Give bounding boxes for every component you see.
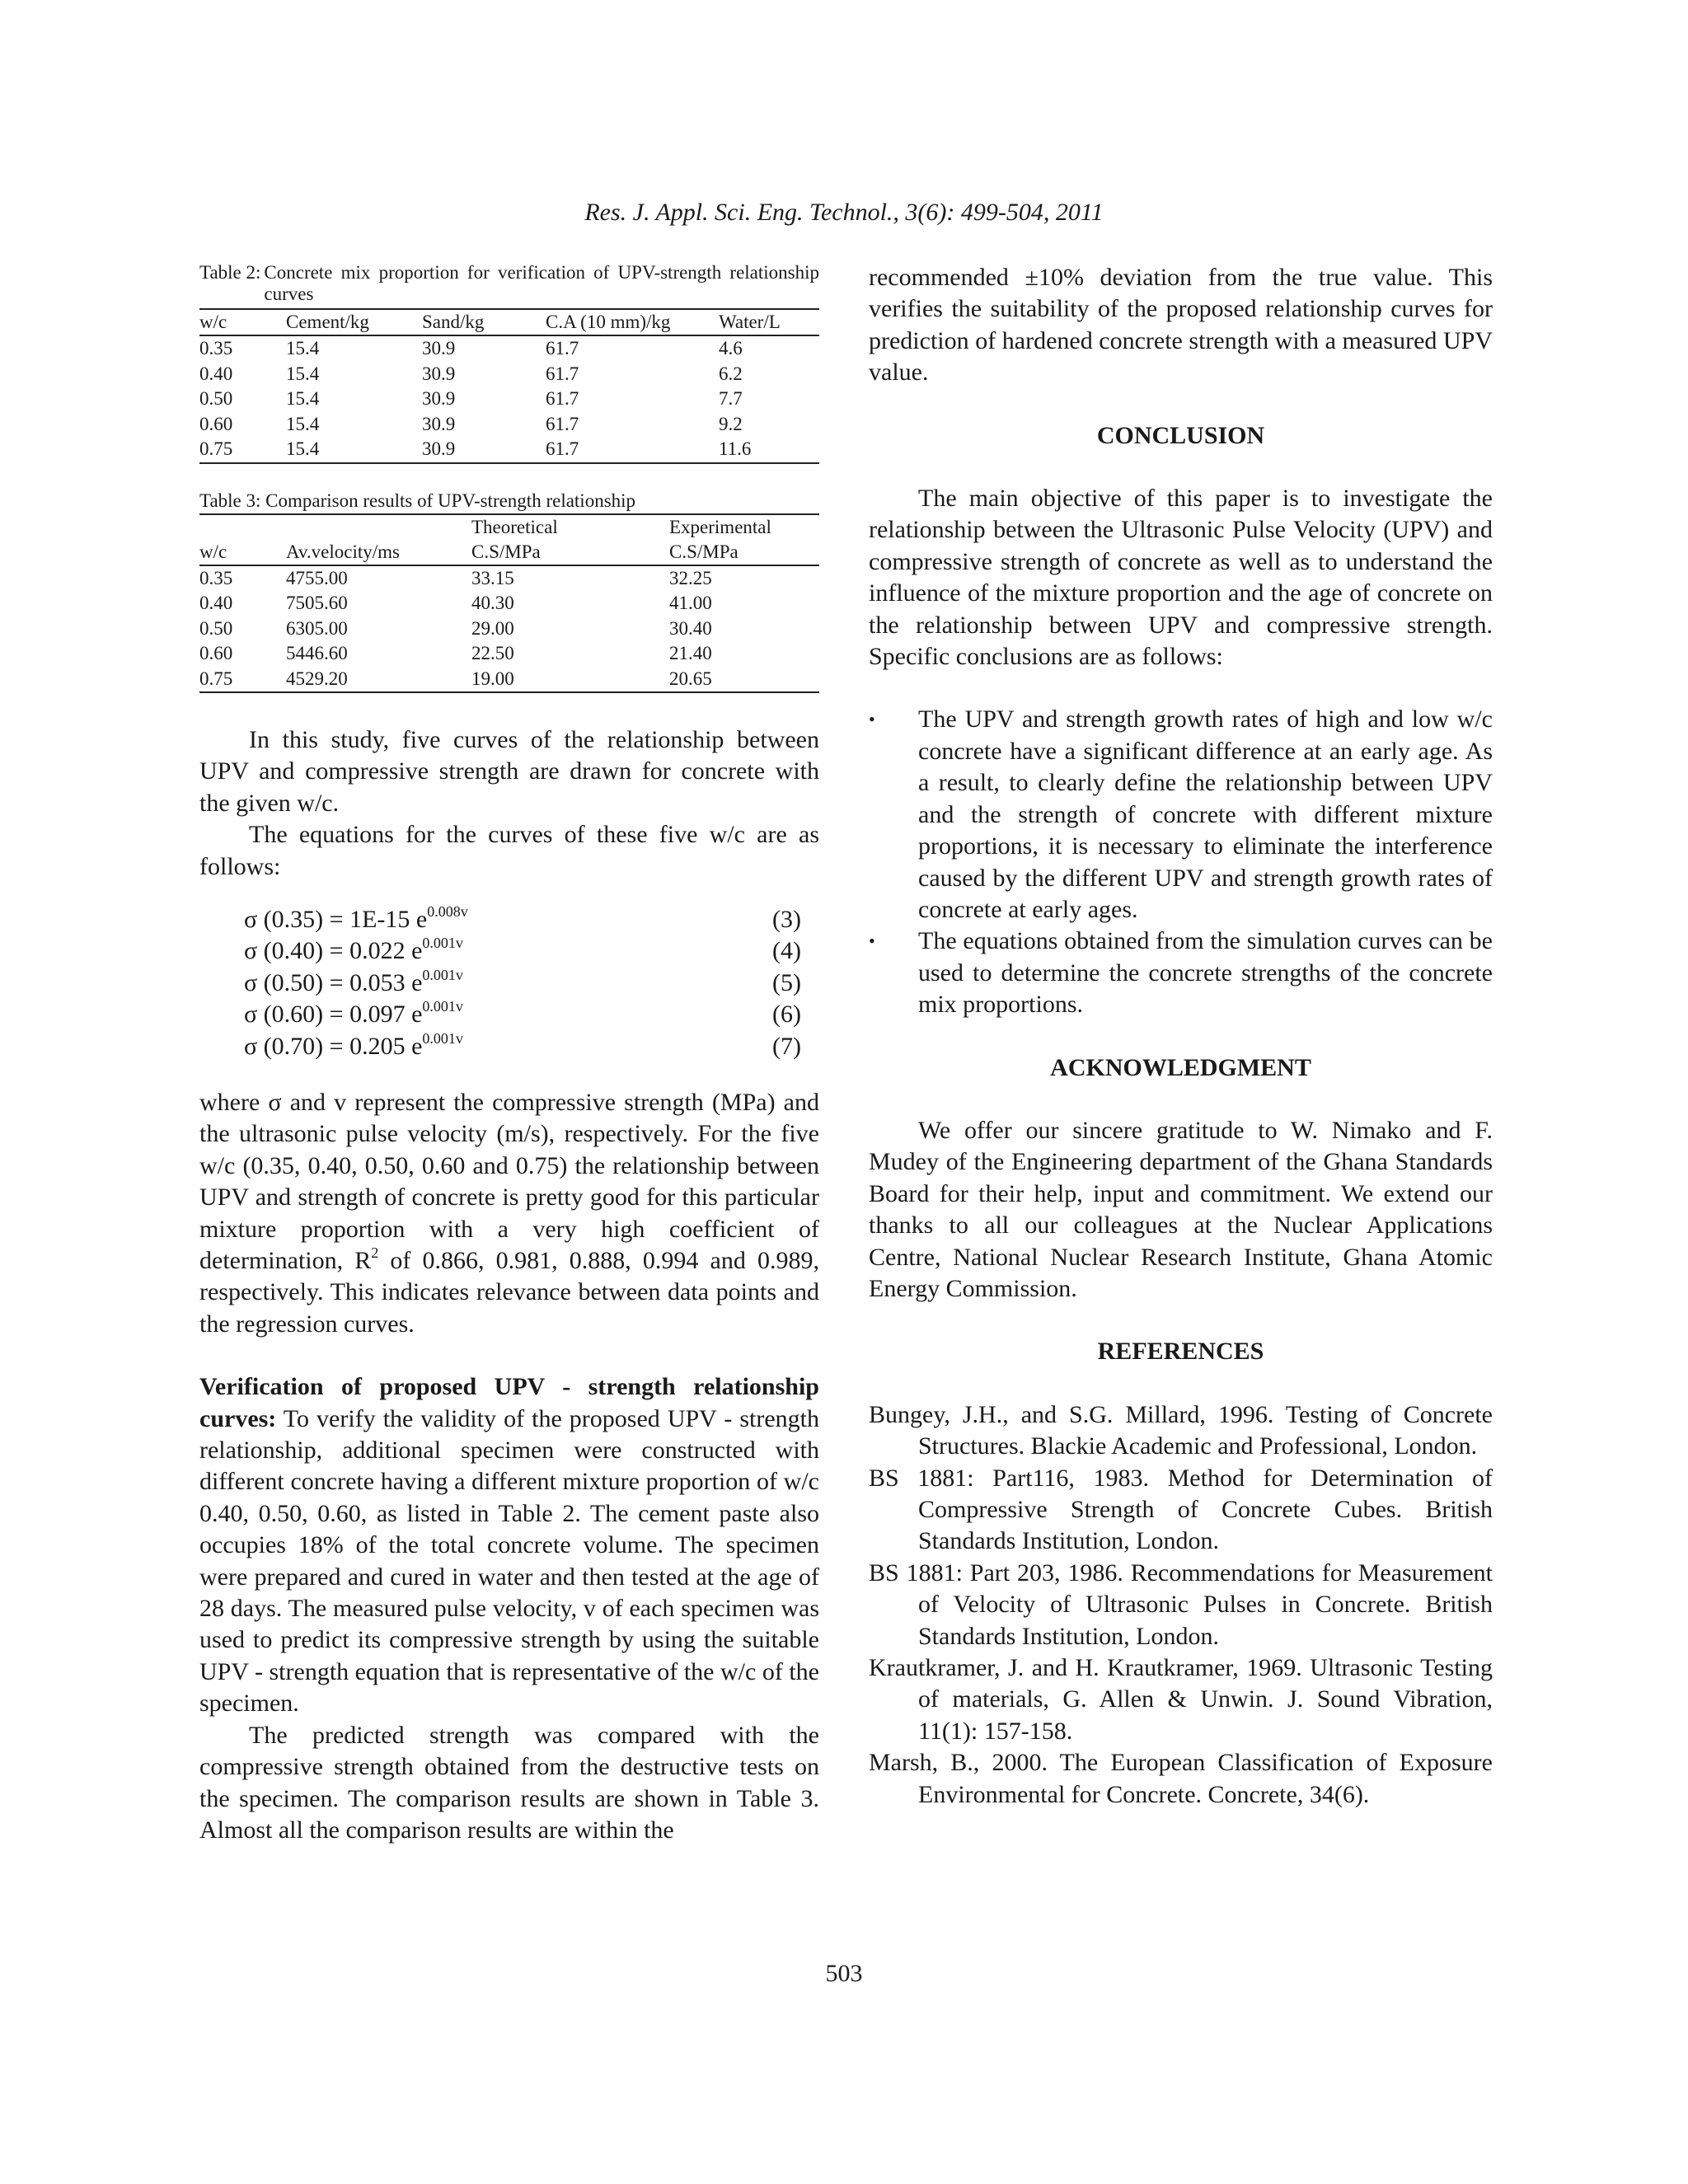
- equation: [244, 1031, 819, 1062]
- page-number: 503: [825, 1960, 863, 1987]
- table-row: [199, 362, 819, 387]
- table-cell: 7505.60: [286, 593, 348, 613]
- table2-header: Water/L: [719, 309, 819, 335]
- table-cell: 0.50: [199, 388, 233, 409]
- table-cell: 6305.00: [286, 617, 348, 639]
- table-cell: 22.50: [471, 643, 514, 663]
- reference-entry: BS 1881: Part116, 1983. Method for Determination of Compressive Strength of Concrete Cubes. British Standards Institution, London.: [869, 1464, 1493, 1555]
- table-cell: 4.6: [719, 338, 743, 359]
- equation-number: (5): [772, 968, 801, 996]
- body-paragraph: We offer our sincere gratitude to W. Nimako and F. Mudey of the Engineering department of the Ghana Standards Board for their help, input and commitment. We extend our thanks to all our colleagues at the Nuclear Applications Centre, National Nuclear Research Institute, Ghana Atomic Energy Commission.: [869, 1116, 1493, 1302]
- equation-exponent: 0.001v: [422, 998, 463, 1015]
- paragraph-text: To verify the validity of the proposed UPV - strength relationship, additional specimen were constructed with different concrete having a different mixture proportion of w/c 0.40, 0.50, 0.60, as listed in Table 2. The cement paste also occupies 18% of the total concrete volume. The specimen were prepared and cured in water and then tested at the age of 28 days. The measured pulse velocity, v of each specimen was used to predict its compressive strength by using the suitable UPV - strength equation that is representative of the w/c of the specimen.: [199, 1404, 819, 1718]
- table-cell: 61.7: [546, 438, 579, 459]
- table3-header-top: Experimental: [669, 516, 771, 537]
- references-heading: REFERENCES: [1097, 1338, 1264, 1366]
- acknowledgment-heading: ACKNOWLEDGMENT: [1050, 1053, 1311, 1081]
- table3-caption: Table 3: Comparison results of UPV-strength relationship: [199, 490, 636, 511]
- left-column: [199, 262, 819, 1846]
- table2-header: Sand/kg: [422, 309, 546, 335]
- table-cell: 30.9: [422, 363, 456, 384]
- table-cell: 0.35: [199, 567, 233, 588]
- table-cell: 20.65: [669, 668, 712, 689]
- table3-header-top: [286, 514, 471, 540]
- body-paragraph: recommended ±10% deviation from the true value. This verifies the suitability of the proposed relationship curves for prediction of hardened concrete strength with a measured UPV value.: [869, 264, 1493, 387]
- table-cell: 33.15: [471, 567, 514, 588]
- table-cell: 61.7: [546, 363, 579, 384]
- table3-header: w/c: [199, 540, 286, 565]
- table-cell: 40.30: [471, 593, 514, 613]
- reference-entry: Marsh, B., 2000. The European Classification of Exposure Environmental for Concrete. Concrete, 34(6).: [869, 1749, 1493, 1808]
- conclusion-bullets: [869, 704, 1493, 1020]
- conclusion-heading: CONCLUSION: [1096, 421, 1265, 449]
- table-row: [199, 565, 819, 592]
- list-item: [869, 704, 1493, 926]
- equation: [244, 968, 819, 999]
- equation-list: [199, 904, 819, 1062]
- table-cell: 29.00: [471, 617, 514, 639]
- equation-exponent: 0.008v: [427, 903, 468, 921]
- table-row: [199, 616, 819, 642]
- table2-label: Table 2:: [199, 262, 261, 283]
- table3-header-top: [199, 514, 286, 540]
- table-cell: 0.75: [199, 438, 233, 459]
- equation-lhs: σ (0.40) = 0.022 e: [244, 937, 423, 965]
- right-column: [869, 262, 1493, 1811]
- table-cell: 30.40: [669, 617, 712, 639]
- table-cell: 15.4: [286, 363, 320, 384]
- table-cell: 0.40: [199, 593, 233, 613]
- equation-lhs: σ (0.35) = 1E-15 e: [244, 906, 428, 934]
- running-head: Res. J. Appl. Sci. Eng. Technol., 3(6): 499-504, 2011: [584, 199, 1104, 226]
- table-cell: 19.00: [471, 668, 514, 689]
- table-cell: 4755.00: [286, 567, 348, 588]
- table-cell: 9.2: [719, 413, 743, 434]
- equation-exponent: 0.001v: [422, 1029, 463, 1047]
- table-cell: 7.7: [719, 388, 743, 409]
- reference-entry: Bungey, J.H., and S.G. Millard, 1996. Testing of Concrete Structures. Blackie Academic and Professional, London.: [869, 1400, 1493, 1460]
- table2: [199, 308, 819, 464]
- equation-lhs: σ (0.50) = 0.053 e: [244, 968, 423, 996]
- equation-number: (4): [772, 937, 801, 965]
- paragraph-text: of 0.866, 0.981, 0.888, 0.994 and 0.989, respectively. This indicates relevance between data points and the regression curves.: [199, 1247, 820, 1338]
- table-cell: 21.40: [669, 643, 712, 663]
- reference-list: [869, 1399, 1493, 1811]
- verification-heading: Verification of proposed UPV - strength relationship curves:: [199, 1373, 819, 1432]
- table-cell: 5446.60: [286, 643, 348, 663]
- table-cell: 15.4: [286, 413, 320, 434]
- table-cell: 32.25: [669, 567, 712, 588]
- table2-header: Cement/kg: [286, 309, 422, 335]
- table-cell: 0.75: [199, 668, 233, 689]
- table-row: [199, 667, 819, 693]
- table2-caption-text: Concrete mix proportion for verification of UPV-strength relationship curves: [264, 262, 819, 304]
- table-cell: 6.2: [719, 363, 743, 384]
- equation-number: (6): [772, 1001, 801, 1029]
- body-paragraph: In this study, five curves of the relationship between UPV and compressive strength are drawn for concrete with the given w/c.: [199, 726, 819, 817]
- table2-header: w/c: [199, 309, 286, 335]
- table-cell: 30.9: [422, 438, 456, 459]
- body-paragraph: The main objective of this paper is to investigate the relationship between the Ultrasonic Pulse Velocity (UPV) and compressive strength of concrete as well as to understand the influence of the mixture proportion and the age of concrete on the relationship between UPV and compressive strength. Specific conclusions are as follows:: [869, 485, 1493, 671]
- list-item-text: The UPV and strength growth rates of high and low w/c concrete have a significant difference at an early age. As a result, to clearly define the relationship between UPV and the strength of concrete with different mixture proportions, it is necessary to eliminate the interference caused by the different UPV and strength growth rates of concrete at early ages.: [918, 705, 1493, 923]
- table-cell: 15.4: [286, 338, 320, 359]
- list-item-text: The equations obtained from the simulation curves can be used to determine the concrete strengths of the concrete mix proportions.: [918, 927, 1493, 1019]
- table-cell: 0.35: [199, 338, 233, 359]
- table-row: [199, 591, 819, 616]
- table-cell: 30.9: [422, 338, 456, 359]
- table-cell: 0.50: [199, 617, 233, 639]
- equation-exponent: 0.001v: [422, 935, 463, 952]
- equation-lhs: σ (0.60) = 0.097 e: [244, 1001, 423, 1029]
- reference-entry: Krautkramer, J. and H. Krautkramer, 1969. Ultrasonic Testing of materials, G. Allen & Unwin. J. Sound Vibration, 11(1): 157-158.: [869, 1654, 1493, 1745]
- table-cell: 61.7: [546, 413, 579, 434]
- list-item: [869, 926, 1493, 1020]
- body-paragraph: The equations for the curves of these five w/c are as follows:: [199, 821, 819, 880]
- table3: [199, 513, 819, 694]
- verification-paragraph: [199, 1371, 819, 1719]
- table3-header: C.S/MPa: [471, 540, 669, 565]
- table-cell: 0.60: [199, 413, 233, 434]
- bullet-marker: •: [869, 930, 875, 952]
- table3-header-top: Theoretical: [471, 516, 558, 537]
- table3-header: Av.velocity/ms: [286, 540, 471, 565]
- reference-entry: BS 1881: Part 203, 1986. Recommendations for Measurement of Velocity of Ultrasonic Pulses in Concrete. British Standards Institution, London.: [869, 1558, 1493, 1650]
- equation-exponent: 0.001v: [422, 966, 463, 983]
- table-cell: 15.4: [286, 388, 320, 409]
- table-cell: 0.40: [199, 363, 233, 384]
- table3-header: C.S/MPa: [669, 540, 819, 565]
- equation-number: (3): [772, 906, 801, 934]
- equation: [244, 935, 819, 967]
- table-cell: 11.6: [719, 438, 752, 459]
- table2-caption: [199, 262, 819, 305]
- table-row: [199, 641, 819, 667]
- equation-lhs: σ (0.70) = 0.205 e: [244, 1032, 423, 1060]
- equation-number: (7): [772, 1032, 801, 1060]
- table-cell: 30.9: [422, 388, 456, 409]
- table2-header: C.A (10 mm)/kg: [546, 309, 719, 335]
- table-row: [199, 412, 819, 438]
- table-cell: 30.9: [422, 413, 456, 434]
- table-cell: 15.4: [286, 438, 320, 459]
- equation: [244, 904, 819, 935]
- table-cell: 4529.20: [286, 668, 348, 689]
- body-paragraph: [199, 1087, 819, 1340]
- table-cell: 61.7: [546, 338, 579, 359]
- r-squared-exponent: 2: [371, 1244, 379, 1262]
- table-cell: 61.7: [546, 388, 579, 409]
- bullet-marker: •: [869, 709, 875, 730]
- table-cell: 0.60: [199, 643, 233, 663]
- table-row: [199, 437, 819, 463]
- equation: [244, 999, 819, 1030]
- table-cell: 41.00: [669, 593, 712, 613]
- paragraph-text: where σ and v represent the compressive strength (MPa) and the ultrasonic pulse velocity (m/s), respectively. For the five w/c (0.35, 0.40, 0.50, 0.60 and 0.75) the relationship between UPV and strength of concrete is pretty good for this particular mixture proportion with a very high coefficient of determination, R: [199, 1088, 819, 1275]
- body-paragraph: The predicted strength was compared with the compressive strength obtained from the destructive tests on the specimen. The comparison results are shown in Table 3. Almost all the comparison results are within the: [199, 1721, 819, 1844]
- table-row: [199, 335, 819, 362]
- table-row: [199, 387, 819, 412]
